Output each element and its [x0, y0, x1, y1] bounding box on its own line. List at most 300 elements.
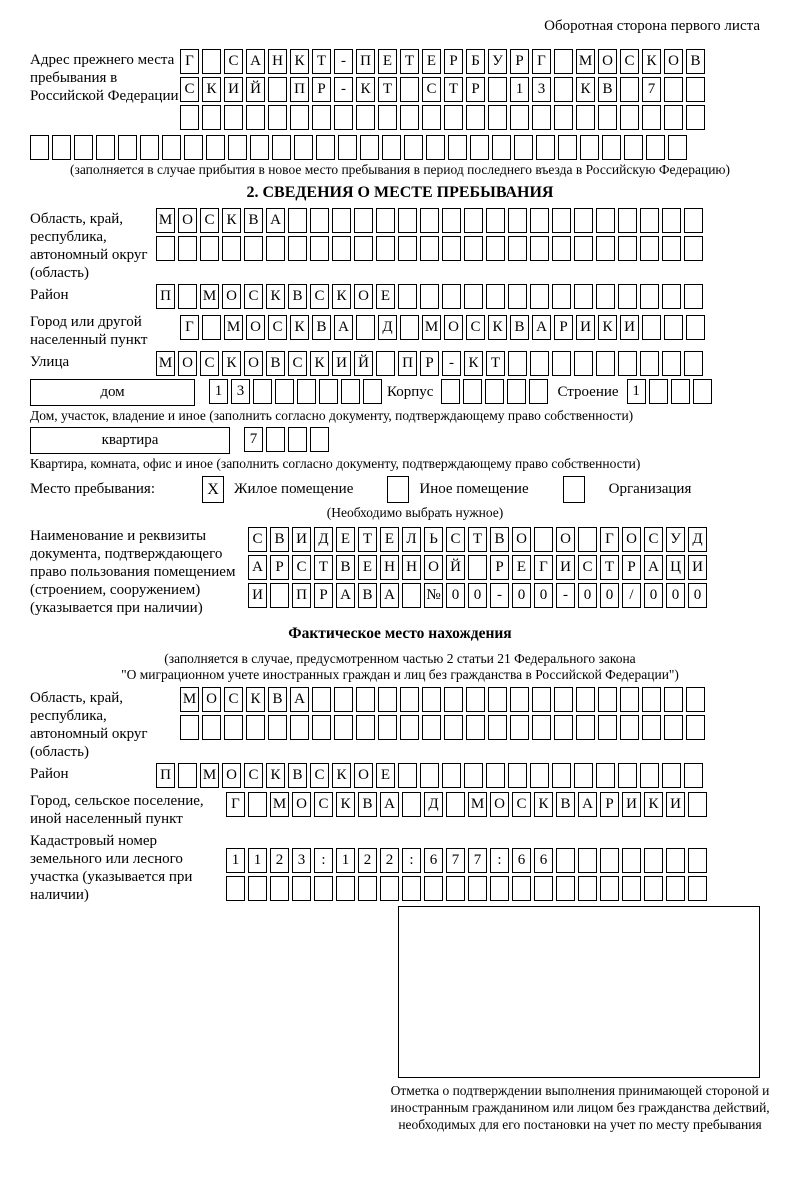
char-cell[interactable]: А — [644, 555, 663, 580]
char-cell[interactable]: Р — [270, 555, 289, 580]
char-cell[interactable] — [532, 715, 551, 740]
char-cell[interactable] — [420, 236, 439, 261]
char-cell[interactable] — [184, 135, 203, 160]
char-cell[interactable]: Р — [314, 583, 333, 608]
char-cell[interactable] — [664, 687, 683, 712]
char-cell[interactable] — [466, 715, 485, 740]
char-cell[interactable] — [363, 379, 382, 404]
char-cell[interactable]: А — [334, 315, 353, 340]
char-cell[interactable]: О — [202, 687, 221, 712]
char-cell[interactable] — [334, 687, 353, 712]
char-cell[interactable] — [488, 105, 507, 130]
char-cell[interactable] — [530, 208, 549, 233]
char-cell[interactable]: И — [688, 555, 707, 580]
char-cell[interactable]: К — [266, 763, 285, 788]
char-cell[interactable]: 0 — [688, 583, 707, 608]
char-cell[interactable] — [666, 876, 685, 901]
char-cell[interactable] — [466, 687, 485, 712]
char-cell[interactable]: Ь — [424, 527, 443, 552]
char-cell[interactable]: 0 — [534, 583, 553, 608]
char-cell[interactable]: О — [598, 49, 617, 74]
char-cell[interactable]: Е — [336, 527, 355, 552]
char-cell[interactable] — [356, 315, 375, 340]
char-cell[interactable] — [420, 763, 439, 788]
char-cell[interactable]: Т — [358, 527, 377, 552]
char-cell[interactable]: - — [442, 351, 461, 376]
char-cell[interactable]: Р — [490, 555, 509, 580]
char-cell[interactable] — [596, 763, 615, 788]
char-cell[interactable] — [664, 315, 683, 340]
char-cell[interactable]: Т — [314, 555, 333, 580]
char-cell[interactable] — [310, 427, 329, 452]
char-cell[interactable] — [598, 715, 617, 740]
char-cell[interactable]: 1 — [510, 77, 529, 102]
char-cell[interactable]: Т — [468, 527, 487, 552]
char-cell[interactable] — [444, 687, 463, 712]
char-cell[interactable] — [536, 135, 555, 160]
char-cell[interactable]: О — [178, 208, 197, 233]
char-cell[interactable] — [618, 351, 637, 376]
char-cell[interactable]: В — [288, 284, 307, 309]
char-cell[interactable] — [576, 105, 595, 130]
char-cell[interactable] — [620, 715, 639, 740]
char-cell[interactable] — [558, 135, 577, 160]
char-cell[interactable] — [398, 236, 417, 261]
char-cell[interactable] — [334, 105, 353, 130]
char-cell[interactable]: Г — [226, 792, 245, 817]
char-cell[interactable] — [275, 379, 294, 404]
char-cell[interactable] — [376, 208, 395, 233]
char-cell[interactable]: А — [578, 792, 597, 817]
char-cell[interactable] — [556, 876, 575, 901]
char-cell[interactable] — [640, 284, 659, 309]
char-cell[interactable] — [202, 49, 221, 74]
char-cell[interactable]: К — [356, 77, 375, 102]
char-cell[interactable]: 6 — [424, 848, 443, 873]
char-cell[interactable]: 3 — [231, 379, 250, 404]
char-cell[interactable]: Б — [466, 49, 485, 74]
char-cell[interactable]: 0 — [644, 583, 663, 608]
char-cell[interactable]: А — [290, 687, 309, 712]
char-cell[interactable] — [512, 876, 531, 901]
char-cell[interactable]: А — [380, 792, 399, 817]
char-cell[interactable] — [448, 135, 467, 160]
char-cell[interactable]: Г — [532, 49, 551, 74]
char-cell[interactable]: 2 — [380, 848, 399, 873]
char-cell[interactable] — [312, 105, 331, 130]
char-cell[interactable] — [686, 77, 705, 102]
char-cell[interactable]: К — [310, 351, 329, 376]
char-cell[interactable] — [574, 236, 593, 261]
char-cell[interactable]: С — [446, 527, 465, 552]
char-cell[interactable]: 0 — [600, 583, 619, 608]
char-cell[interactable]: С — [578, 555, 597, 580]
char-cell[interactable] — [671, 379, 690, 404]
char-cell[interactable]: В — [336, 555, 355, 580]
char-cell[interactable] — [228, 135, 247, 160]
char-cell[interactable]: О — [556, 527, 575, 552]
char-cell[interactable] — [402, 876, 421, 901]
char-cell[interactable] — [688, 876, 707, 901]
char-cell[interactable]: К — [246, 687, 265, 712]
char-cell[interactable]: 2 — [270, 848, 289, 873]
char-cell[interactable]: Г — [600, 527, 619, 552]
char-cell[interactable]: М — [468, 792, 487, 817]
char-cell[interactable]: О — [354, 284, 373, 309]
char-cell[interactable] — [618, 763, 637, 788]
char-cell[interactable] — [376, 351, 395, 376]
char-cell[interactable]: С — [180, 77, 199, 102]
char-cell[interactable] — [336, 876, 355, 901]
char-cell[interactable] — [400, 105, 419, 130]
char-cell[interactable]: Г — [180, 49, 199, 74]
char-cell[interactable]: П — [290, 77, 309, 102]
char-cell[interactable]: О — [512, 527, 531, 552]
char-cell[interactable] — [310, 236, 329, 261]
char-cell[interactable] — [314, 876, 333, 901]
char-cell[interactable] — [468, 555, 487, 580]
char-cell[interactable]: Е — [376, 763, 395, 788]
char-cell[interactable] — [202, 105, 221, 130]
char-cell[interactable]: А — [336, 583, 355, 608]
char-cell[interactable] — [290, 715, 309, 740]
char-cell[interactable]: Д — [378, 315, 397, 340]
char-cell[interactable] — [246, 105, 265, 130]
char-cell[interactable] — [332, 236, 351, 261]
char-cell[interactable] — [178, 284, 197, 309]
char-cell[interactable]: Т — [400, 49, 419, 74]
char-cell[interactable]: К — [222, 208, 241, 233]
char-cell[interactable]: К — [202, 77, 221, 102]
char-cell[interactable] — [644, 848, 663, 873]
char-cell[interactable] — [290, 105, 309, 130]
char-cell[interactable] — [622, 848, 641, 873]
char-cell[interactable] — [488, 715, 507, 740]
char-cell[interactable] — [52, 135, 71, 160]
char-cell[interactable] — [376, 236, 395, 261]
char-cell[interactable] — [244, 236, 263, 261]
char-cell[interactable] — [686, 715, 705, 740]
char-cell[interactable] — [30, 135, 49, 160]
char-cell[interactable] — [222, 236, 241, 261]
char-cell[interactable] — [684, 284, 703, 309]
char-cell[interactable] — [272, 135, 291, 160]
char-cell[interactable]: 7 — [468, 848, 487, 873]
char-cell[interactable] — [508, 236, 527, 261]
char-cell[interactable]: К — [266, 284, 285, 309]
char-cell[interactable] — [180, 105, 199, 130]
char-cell[interactable]: О — [622, 527, 641, 552]
char-cell[interactable]: К — [332, 763, 351, 788]
char-cell[interactable] — [618, 236, 637, 261]
char-cell[interactable] — [514, 135, 533, 160]
char-cell[interactable]: С — [268, 315, 287, 340]
char-cell[interactable] — [319, 379, 338, 404]
char-cell[interactable] — [602, 135, 621, 160]
char-cell[interactable]: П — [156, 763, 175, 788]
char-cell[interactable] — [404, 135, 423, 160]
char-cell[interactable] — [398, 208, 417, 233]
char-cell[interactable] — [486, 284, 505, 309]
char-cell[interactable] — [470, 135, 489, 160]
checkbox-other-premises[interactable] — [387, 476, 409, 503]
char-cell[interactable] — [640, 351, 659, 376]
char-cell[interactable] — [552, 351, 571, 376]
char-cell[interactable]: О — [664, 49, 683, 74]
char-cell[interactable]: М — [156, 351, 175, 376]
char-cell[interactable] — [668, 135, 687, 160]
char-cell[interactable] — [510, 715, 529, 740]
char-cell[interactable] — [529, 379, 548, 404]
char-cell[interactable]: К — [332, 284, 351, 309]
char-cell[interactable]: 3 — [292, 848, 311, 873]
char-cell[interactable] — [488, 687, 507, 712]
char-cell[interactable]: К — [642, 49, 661, 74]
char-cell[interactable] — [400, 77, 419, 102]
char-cell[interactable] — [268, 715, 287, 740]
char-cell[interactable] — [596, 284, 615, 309]
char-cell[interactable] — [642, 687, 661, 712]
char-cell[interactable] — [596, 351, 615, 376]
char-cell[interactable]: : — [490, 848, 509, 873]
char-cell[interactable]: 7 — [244, 427, 263, 452]
char-cell[interactable]: Д — [424, 792, 443, 817]
char-cell[interactable]: И — [248, 583, 267, 608]
char-cell[interactable] — [490, 876, 509, 901]
char-cell[interactable]: П — [292, 583, 311, 608]
char-cell[interactable]: К — [290, 49, 309, 74]
char-cell[interactable]: Л — [402, 527, 421, 552]
char-cell[interactable] — [334, 715, 353, 740]
char-cell[interactable] — [664, 715, 683, 740]
char-cell[interactable] — [622, 876, 641, 901]
char-cell[interactable]: О — [292, 792, 311, 817]
char-cell[interactable]: С — [310, 763, 329, 788]
char-cell[interactable] — [288, 236, 307, 261]
char-cell[interactable]: 6 — [534, 848, 553, 873]
char-cell[interactable] — [402, 583, 421, 608]
char-cell[interactable]: 2 — [358, 848, 377, 873]
char-cell[interactable]: И — [332, 351, 351, 376]
char-cell[interactable]: Д — [314, 527, 333, 552]
char-cell[interactable] — [354, 236, 373, 261]
char-cell[interactable]: С — [200, 351, 219, 376]
char-cell[interactable] — [486, 236, 505, 261]
char-cell[interactable] — [596, 208, 615, 233]
char-cell[interactable]: М — [422, 315, 441, 340]
char-cell[interactable] — [507, 379, 526, 404]
char-cell[interactable] — [662, 208, 681, 233]
char-cell[interactable] — [552, 284, 571, 309]
char-cell[interactable] — [486, 208, 505, 233]
char-cell[interactable]: Т — [444, 77, 463, 102]
char-cell[interactable] — [444, 715, 463, 740]
char-cell[interactable] — [578, 527, 597, 552]
char-cell[interactable]: С — [292, 555, 311, 580]
char-cell[interactable] — [554, 49, 573, 74]
char-cell[interactable]: 1 — [226, 848, 245, 873]
char-cell[interactable] — [488, 77, 507, 102]
char-cell[interactable]: Р — [312, 77, 331, 102]
char-cell[interactable] — [620, 105, 639, 130]
char-cell[interactable] — [464, 208, 483, 233]
char-cell[interactable]: 0 — [666, 583, 685, 608]
char-cell[interactable]: К — [534, 792, 553, 817]
char-cell[interactable] — [552, 236, 571, 261]
char-cell[interactable]: С — [422, 77, 441, 102]
char-cell[interactable]: 1 — [627, 379, 646, 404]
char-cell[interactable]: С — [620, 49, 639, 74]
char-cell[interactable] — [226, 876, 245, 901]
char-cell[interactable]: М — [270, 792, 289, 817]
char-cell[interactable] — [268, 77, 287, 102]
char-cell[interactable]: О — [424, 555, 443, 580]
char-cell[interactable] — [316, 135, 335, 160]
char-cell[interactable] — [442, 284, 461, 309]
char-cell[interactable] — [442, 763, 461, 788]
char-cell[interactable] — [508, 284, 527, 309]
char-cell[interactable] — [530, 351, 549, 376]
char-cell[interactable]: В — [686, 49, 705, 74]
char-cell[interactable]: И — [620, 315, 639, 340]
char-cell[interactable] — [266, 236, 285, 261]
char-cell[interactable] — [618, 208, 637, 233]
char-cell[interactable] — [620, 77, 639, 102]
char-cell[interactable] — [532, 687, 551, 712]
char-cell[interactable] — [442, 236, 461, 261]
char-cell[interactable] — [356, 715, 375, 740]
char-cell[interactable] — [644, 876, 663, 901]
char-cell[interactable] — [600, 848, 619, 873]
char-cell[interactable] — [468, 876, 487, 901]
char-cell[interactable] — [400, 715, 419, 740]
char-cell[interactable]: Е — [422, 49, 441, 74]
char-cell[interactable]: : — [402, 848, 421, 873]
char-cell[interactable]: Р — [444, 49, 463, 74]
char-cell[interactable]: : — [314, 848, 333, 873]
char-cell[interactable] — [270, 583, 289, 608]
char-cell[interactable] — [554, 105, 573, 130]
char-cell[interactable] — [466, 105, 485, 130]
char-cell[interactable] — [426, 135, 445, 160]
char-cell[interactable] — [485, 379, 504, 404]
char-cell[interactable]: В — [270, 527, 289, 552]
char-cell[interactable] — [224, 715, 243, 740]
char-cell[interactable]: Т — [486, 351, 505, 376]
char-cell[interactable] — [332, 208, 351, 233]
char-cell[interactable] — [662, 284, 681, 309]
char-cell[interactable] — [441, 379, 460, 404]
char-cell[interactable] — [662, 763, 681, 788]
char-cell[interactable] — [662, 351, 681, 376]
char-cell[interactable]: 3 — [532, 77, 551, 102]
char-cell[interactable]: В — [490, 527, 509, 552]
char-cell[interactable] — [642, 315, 661, 340]
char-cell[interactable]: С — [288, 351, 307, 376]
char-cell[interactable]: 1 — [209, 379, 228, 404]
char-cell[interactable] — [422, 105, 441, 130]
char-cell[interactable]: 0 — [512, 583, 531, 608]
char-cell[interactable] — [620, 687, 639, 712]
char-cell[interactable]: Г — [534, 555, 553, 580]
char-cell[interactable]: К — [488, 315, 507, 340]
char-cell[interactable] — [684, 236, 703, 261]
char-cell[interactable] — [442, 208, 461, 233]
char-cell[interactable] — [246, 715, 265, 740]
char-cell[interactable] — [118, 135, 137, 160]
char-cell[interactable]: А — [532, 315, 551, 340]
char-cell[interactable] — [202, 315, 221, 340]
char-cell[interactable]: А — [246, 49, 265, 74]
char-cell[interactable]: - — [334, 49, 353, 74]
char-cell[interactable] — [378, 105, 397, 130]
char-cell[interactable]: О — [222, 763, 241, 788]
char-cell[interactable]: - — [334, 77, 353, 102]
char-cell[interactable] — [446, 792, 465, 817]
char-cell[interactable] — [664, 77, 683, 102]
char-cell[interactable] — [398, 763, 417, 788]
char-cell[interactable] — [640, 208, 659, 233]
char-cell[interactable] — [398, 284, 417, 309]
char-cell[interactable] — [598, 105, 617, 130]
char-cell[interactable]: Р — [600, 792, 619, 817]
char-cell[interactable]: Е — [376, 284, 395, 309]
char-cell[interactable] — [420, 208, 439, 233]
char-cell[interactable]: Е — [380, 527, 399, 552]
char-cell[interactable]: Ц — [666, 555, 685, 580]
char-cell[interactable]: 0 — [446, 583, 465, 608]
char-cell[interactable] — [693, 379, 712, 404]
char-cell[interactable] — [294, 135, 313, 160]
char-cell[interactable] — [253, 379, 272, 404]
char-cell[interactable] — [380, 876, 399, 901]
char-cell[interactable] — [688, 792, 707, 817]
char-cell[interactable]: 6 — [512, 848, 531, 873]
char-cell[interactable]: О — [178, 351, 197, 376]
char-cell[interactable]: О — [222, 284, 241, 309]
char-cell[interactable] — [530, 284, 549, 309]
char-cell[interactable]: / — [622, 583, 641, 608]
char-cell[interactable] — [356, 105, 375, 130]
char-cell[interactable]: С — [512, 792, 531, 817]
char-cell[interactable] — [684, 208, 703, 233]
char-cell[interactable] — [270, 876, 289, 901]
char-cell[interactable]: - — [556, 583, 575, 608]
char-cell[interactable]: И — [622, 792, 641, 817]
char-cell[interactable]: 7 — [446, 848, 465, 873]
char-cell[interactable] — [640, 236, 659, 261]
char-cell[interactable]: Г — [180, 315, 199, 340]
char-cell[interactable] — [400, 687, 419, 712]
char-cell[interactable]: В — [268, 687, 287, 712]
char-cell[interactable] — [530, 763, 549, 788]
char-cell[interactable]: С — [244, 763, 263, 788]
char-cell[interactable] — [574, 284, 593, 309]
char-cell[interactable]: О — [246, 315, 265, 340]
char-cell[interactable]: О — [244, 351, 263, 376]
char-cell[interactable]: С — [310, 284, 329, 309]
char-cell[interactable] — [312, 687, 331, 712]
char-cell[interactable] — [206, 135, 225, 160]
char-cell[interactable] — [578, 876, 597, 901]
char-cell[interactable]: И — [666, 792, 685, 817]
checkbox-residential[interactable]: X — [202, 476, 224, 503]
char-cell[interactable]: В — [358, 583, 377, 608]
char-cell[interactable]: 0 — [468, 583, 487, 608]
char-cell[interactable] — [552, 763, 571, 788]
char-cell[interactable]: У — [666, 527, 685, 552]
char-cell[interactable]: Т — [600, 555, 619, 580]
